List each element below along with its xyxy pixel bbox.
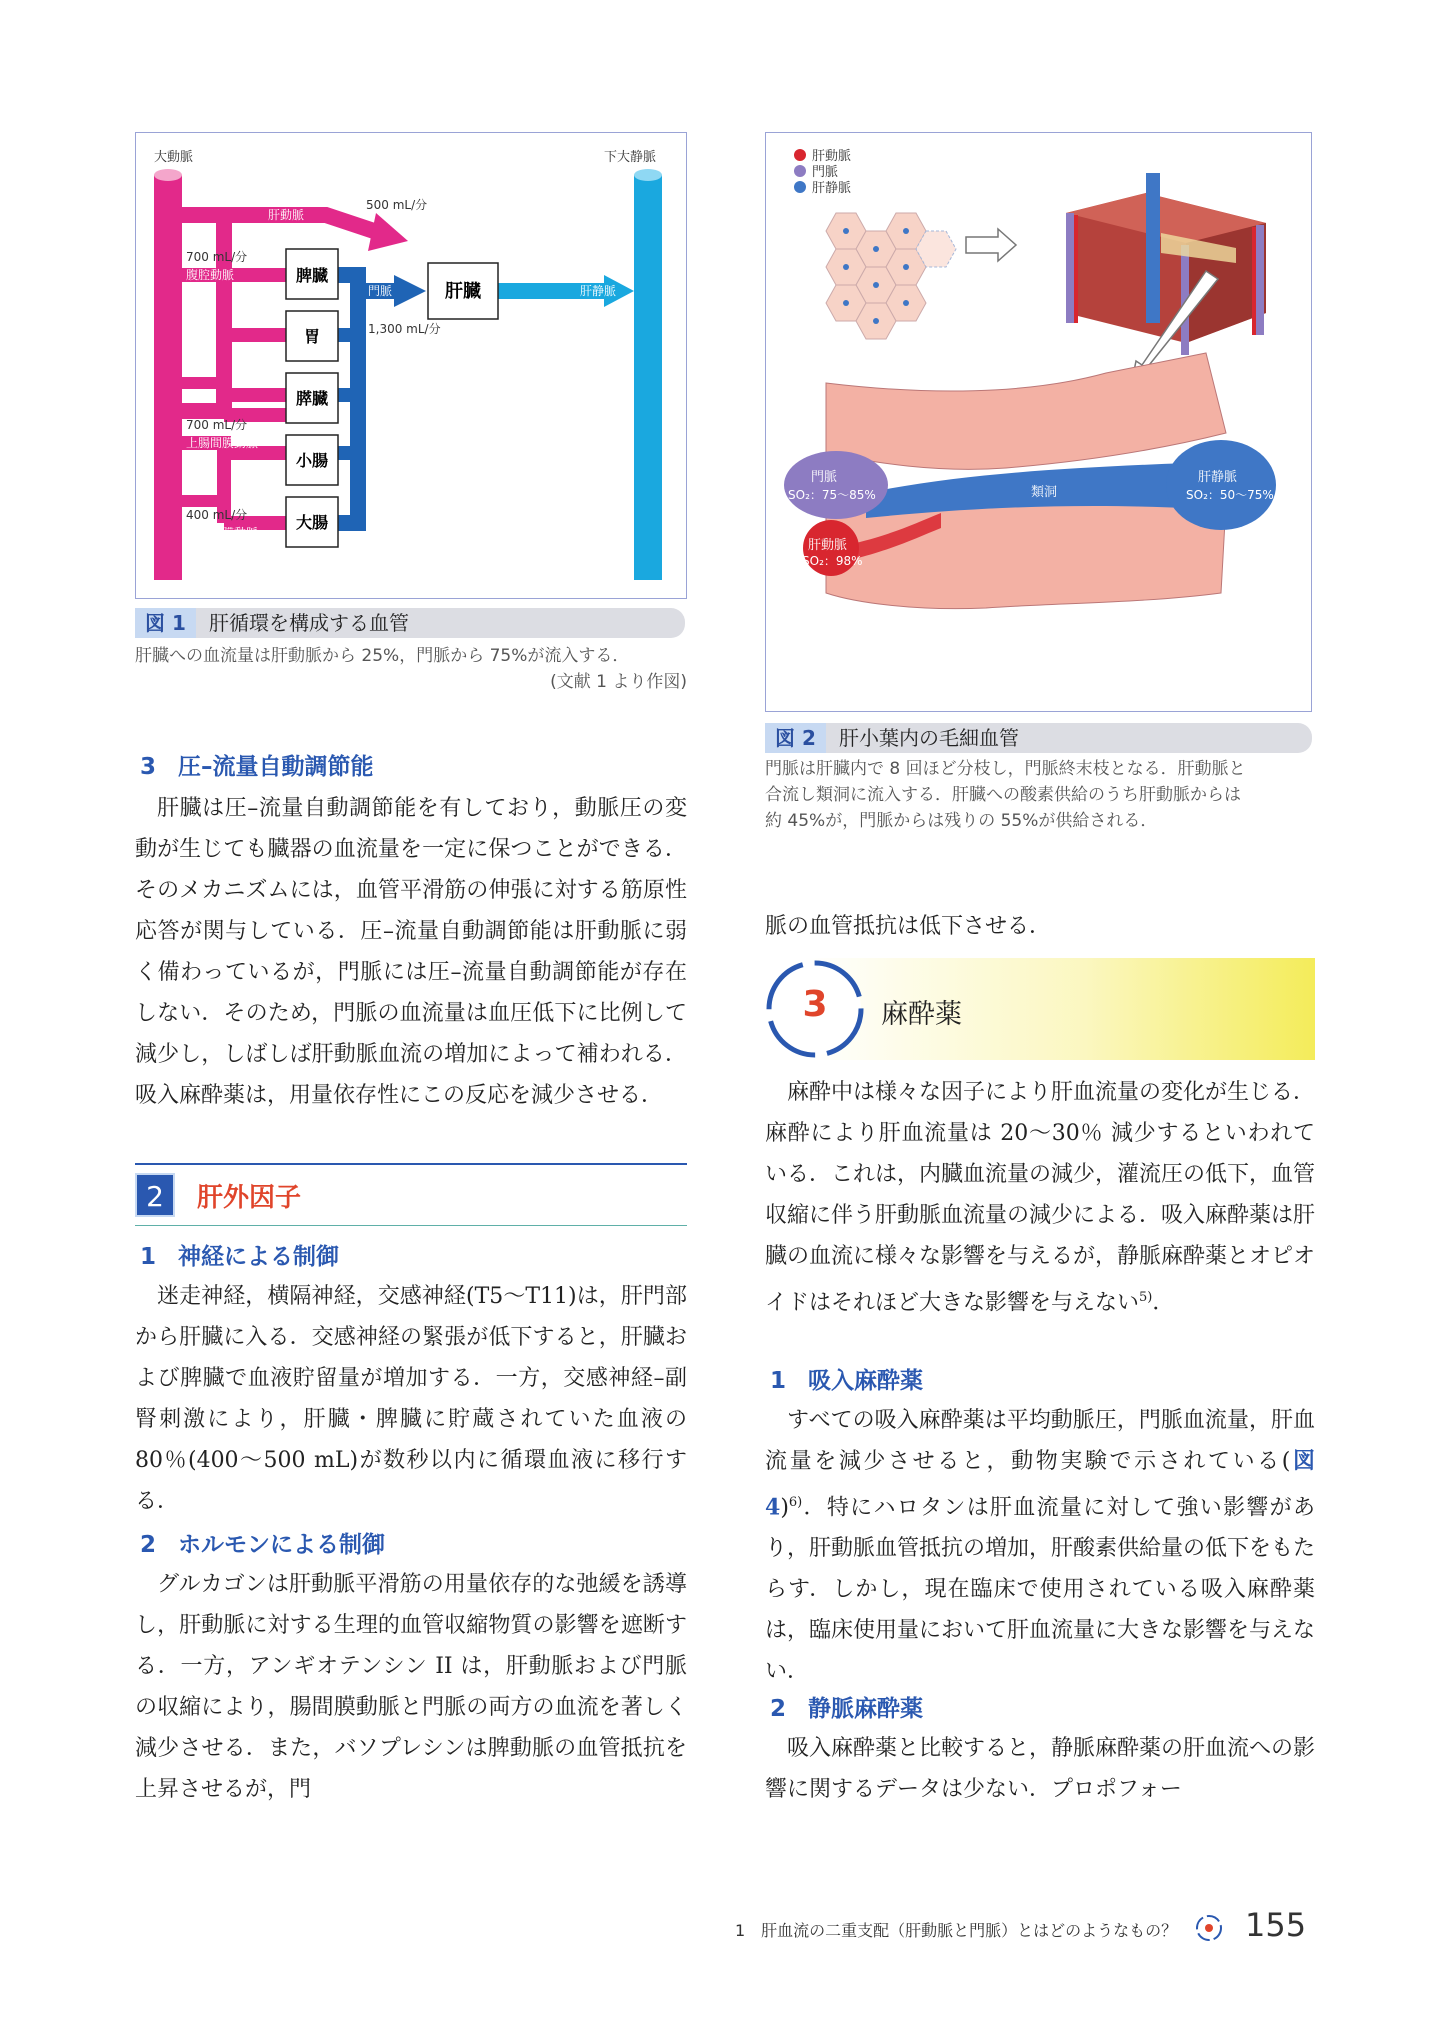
subheading-left-2 [140,1526,385,1559]
footer-emblem-icon [1195,1914,1223,1942]
organ-label-liver: 肝臓 [445,281,481,302]
paragraph-text: 脈の血管抵抗は低下させる． [765,914,1052,939]
portal-label: 門脈 [368,284,393,298]
section-title: 麻酔薬 [881,999,962,1030]
hepatic-artery-label: 肝動脈 [268,208,305,222]
figure-1-note-line2: (文献 1 より作図) [550,672,687,692]
figure-1 [135,132,687,599]
figure-2 [765,132,1312,712]
central-vein-so2: SO₂：50〜75% [1186,488,1274,502]
figure-2-caption-bar [765,723,1312,753]
figure-2-note-line3: 約 45%が，門脈からは残りの 55%が供給される． [765,811,1158,831]
left-para-2 [135,1276,687,1522]
subheading-title: 静脈麻酔薬 [808,1696,923,1722]
aorta-label: 大動脈 [154,150,194,165]
organ-label-large-intestine: 大腸 [295,513,329,532]
sma-flow: 700 mL/分 [186,418,248,432]
ima-label: 下腸間膜動脈 [186,526,259,540]
page-number: 155 [1245,1906,1307,1944]
paragraph-text: 吸入麻酔薬と比較すると，静脈麻酔薬の肝血流への影響に関するデータは少ない．プロポフォー [765,1736,1316,1802]
celiac-flow: 700 mL/分 [186,250,248,264]
hepatic-arteriole-label: 肝動脈 [808,538,848,553]
portal-venule-so2: SO₂：75〜85% [788,488,876,502]
organ-label-spleen: 脾臓 [295,266,329,285]
figure-1-note [135,643,687,695]
portal-venule-label: 門脈 [811,470,838,485]
right-para-2 [765,1400,1315,1692]
subheading-title: ホルモンによる制御 [178,1532,385,1558]
running-footer-title: 1 肝血流の二重支配（肝動脈と門脈）とはどのようなもの？ [735,1921,1178,1940]
paragraph-text: 迷走神経，横隔神経，交感神経(T5〜T11)は，肝門部から肝臓に入る．交感神経の緊張が低下すると，肝臓および脾臓で血液貯留量が増加する．一方，交感神経–副腎刺激により，肝臓・脾臓に貯蔵されていた血液の 80％(400〜500 mL)が数秒以内に循環血液に移行する． [135,1284,687,1514]
legend-dot-hepatic-artery [794,149,806,161]
left-para-3 [135,1564,687,1810]
aorta-vessel [154,175,182,580]
organ-label-small-intestine: 小腸 [295,451,329,470]
figure-1-diagram [136,133,686,598]
right-para-1 [765,1072,1315,1323]
legend-dot-portal [794,165,806,177]
organ-label-stomach: 胃 [303,327,321,346]
legend-label-hepatic-vein: 肝静脈 [812,181,852,196]
subheading-title: 神経による制御 [178,1244,339,1270]
central-vein [1166,440,1276,530]
organ-label-pancreas: 膵臓 [295,389,329,408]
section-2-heading [135,1163,687,1226]
section-3-heading [765,958,1315,1060]
section-number-box: 2 [135,1173,175,1217]
hepatic-artery-flow: 500 mL/分 [366,198,428,212]
paragraph-text: 肝臓は圧–流量自動調節能を有しており，動脈圧の変動が生じても臓器の血流量を一定に保つことができる．そのメカニズムには，血管平滑筋の伸張に対する筋原性応答が関与している．圧–流量自動調節能は肝動脈に弱く備わっているが，門脈には圧–流量自動調節能が存在しない．そのため，門脈の血流量は血圧低下に比例して減少し，しばしば肝動脈血流の増加によって補われる．吸入麻酔薬は，用量依存性にこの反応を減少させる． [135,796,687,1108]
central-vein-label: 肝静脈 [1198,470,1238,485]
lobule-3d-block [1066,173,1266,355]
citation-superscript: 5) [1139,1290,1153,1305]
paragraph-period: ． [1152,1290,1175,1316]
figure-2-note-line1: 門脈は肝臓内で 8 回ほど分枝し，門脈終末枝となる．肝動脈と [765,759,1246,779]
subheading-title: 圧–流量自動調節能 [178,754,374,780]
right-para-3 [765,1728,1315,1810]
subheading-title: 吸入麻酔薬 [808,1368,923,1394]
hepatic-arteriole-so2: SO₂：98% [802,554,863,568]
legend-label-portal: 門脈 [812,165,839,180]
ivc-vessel [634,175,662,580]
figure-1-note-line1: 肝臓への血流量は肝動脈から 25%，門脈から 75%が流入する． [135,646,630,666]
subheading-number: 2 [140,1532,157,1558]
paragraph-text: グルカゴンは肝動脈平滑筋の用量依存的な弛緩を誘導し，肝動脈に対する生理的血管収縮物質の影響を遮断する．一方，アンギオテンシン II は，肝動脈および門脈の収縮により，腸間膜動脈と門脈の両方の血流を著しく減少させる．また，バソプレシンは脾動脈の血管抵抗を上昇させるが，門 [135,1572,687,1802]
subheading-right-2 [770,1690,923,1723]
figure-1-title: 肝循環を構成する血管 [209,611,409,635]
left-para-1 [135,788,687,1116]
paragraph-text: すべての吸入麻酔薬は平均動脈圧，門脈血流量，肝血流量を減少させると，動物実験で示されている(図 4)$^{6)}$．特にハロタンは肝血流量に対して強い影響があり，肝動脈血管抵抗の増加，肝酸素供給量の低下をもたらす．しかし，現在臨床で使用されている吸入麻酔薬は，臨床使用量において肝血流量に大きな影響を与えない． [765,1408,1316,1685]
subheading-number: 2 [770,1696,787,1722]
figure-1-caption-bar [135,608,685,638]
right-continuation [765,906,1315,947]
subheading-right-1 [770,1362,923,1395]
portal-flow: 1,300 mL/分 [368,322,441,336]
legend-dot-hepatic-vein [794,181,806,193]
paragraph-text-a: すべての吸入麻酔薬は平均動脈圧，門脈血流量，肝血流量を減少させると，動物実験で示されている( [765,1408,1315,1474]
portal-venule [784,451,888,519]
paragraph-text [765,1072,1315,1323]
figure-2-note [765,756,1315,834]
sma-label: 上腸間膜動脈 [186,436,259,450]
celiac-label: 腹腔動脈 [186,268,235,282]
hepatic-vein-label: 肝静脈 [580,284,617,298]
subheading-number: 1 [770,1368,787,1394]
sinusoid-label: 類洞 [1031,485,1058,500]
figure-2-title: 肝小葉内の毛細血管 [839,726,1019,750]
subheading-number: 1 [140,1244,157,1270]
citation-superscript: 6) [788,1495,803,1510]
figure-reference-link[interactable]: 図 4 [765,1448,1315,1521]
paragraph-text-b: ．特にハロタンは肝血流量に対して強い影響があり，肝動脈血管抵抗の増加，肝酸素供給量の低下をもたらす．しかし，現在臨床で使用されている吸入麻酔薬は，臨床使用量において肝血流量に大きな影響を与えない． [765,1495,1316,1685]
paragraph-text-main: 麻酔中は様々な因子により肝血流量の変化が生じる．麻酔により肝血流量は 20〜30％ 減少するといわれている．これは，内臓血流量の減少，灌流圧の低下，血管収縮に伴う肝動脈血流量の減少による．吸入麻酔薬は肝臓の血流に様々な影響を与えるが，静脈麻酔薬とオピオイドはそれほど大きな影響を与えない [765,1080,1316,1316]
ima-flow: 400 mL/分 [186,508,248,522]
section-title: 肝外因子 [197,1183,302,1213]
figure-2-diagram [766,133,1311,711]
ivc-label: 下大静脈 [604,150,657,165]
figure-2-number: 図 2 [765,723,826,753]
subheading-left-3 [140,748,374,781]
figure-2-note-line2: 合流し類洞に流入する．肝臓への酸素供給のうち肝動脈からは [765,785,1241,805]
subheading-left-1 [140,1238,339,1271]
figure-1-number: 図 1 [135,608,196,638]
subheading-number: 3 [140,754,157,780]
section-number: 3 [802,984,828,1025]
legend-label-hepatic-artery: 肝動脈 [812,149,852,164]
